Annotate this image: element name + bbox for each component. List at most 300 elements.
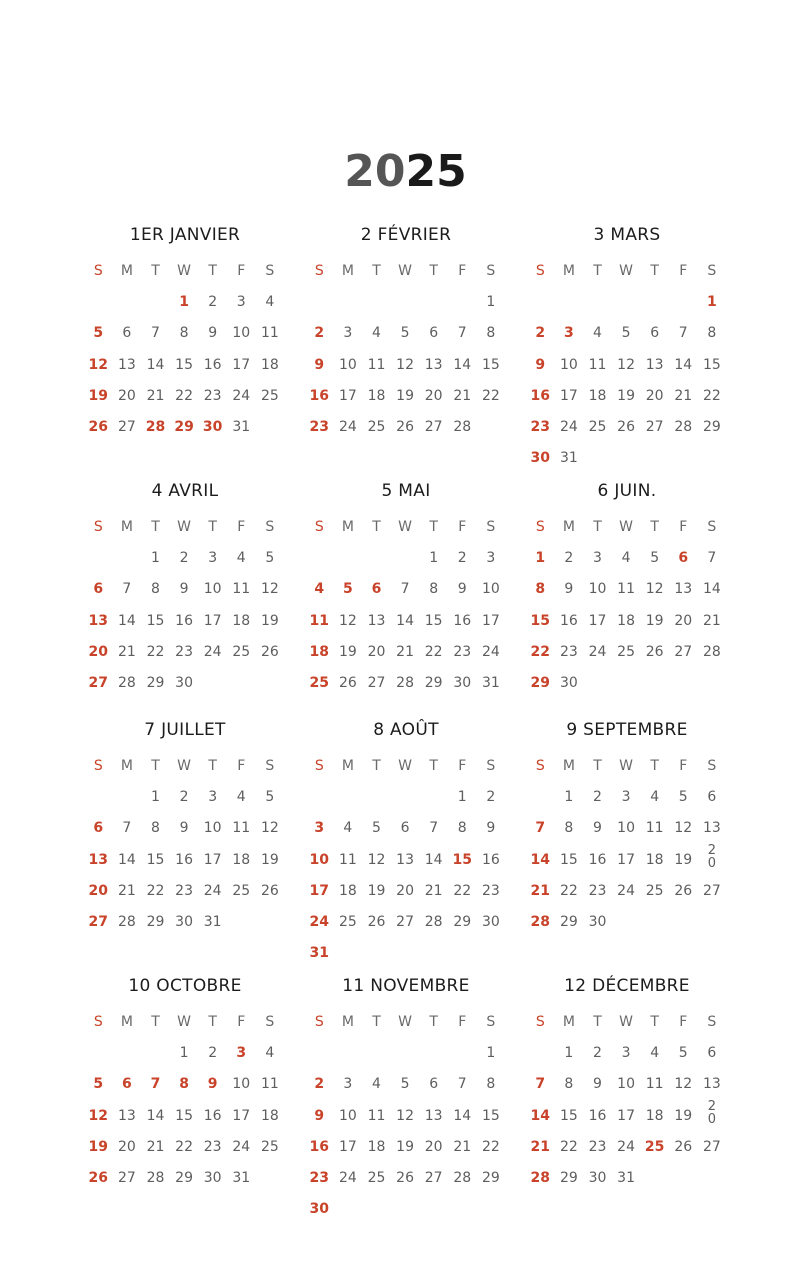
day-cell: 24 — [617, 882, 635, 899]
day-cell: 13 — [367, 612, 386, 629]
empty-cell — [477, 1198, 506, 1229]
day-cell: 29 — [481, 1170, 500, 1187]
day-cell: 11 — [367, 1107, 386, 1124]
weekday-label: F — [679, 519, 688, 535]
empty-cell — [334, 547, 363, 578]
day-cell: 5 — [343, 581, 353, 598]
day-cell: 18 — [338, 882, 357, 899]
day-cell: 17 — [617, 851, 635, 868]
weekday-label: S — [535, 758, 545, 774]
day-cell: 22 — [702, 387, 721, 404]
day-cell: 9 — [593, 820, 602, 837]
day-cell: 1 — [706, 294, 717, 310]
month-block — [303, 480, 509, 703]
weekday-label: T — [372, 1014, 381, 1030]
day-cell: 8 — [151, 820, 160, 837]
day-cell: 20 — [645, 387, 664, 404]
empty-cell — [362, 291, 391, 322]
day-cell: 3 — [593, 550, 602, 566]
weekday-label: T — [208, 263, 217, 279]
week-row — [305, 786, 509, 817]
day-cell: 17 — [338, 1138, 357, 1155]
weekday-label: F — [679, 1014, 688, 1030]
day-cell: 27 — [88, 675, 109, 692]
day-cell: 1 — [151, 550, 160, 566]
day-cell: 18 — [645, 1107, 664, 1124]
weekday-label: T — [208, 758, 217, 774]
day-cell: 19 — [674, 851, 693, 868]
day-cell: 30 — [202, 419, 223, 436]
day-cell: 22 — [530, 643, 551, 660]
day-cell: 26 — [88, 419, 109, 436]
day-cell: 16 — [588, 851, 607, 868]
weekday-header — [84, 755, 288, 777]
month-block — [303, 975, 509, 1230]
day-cell: 14 — [530, 851, 551, 868]
day-cell: 20 — [674, 612, 693, 629]
day-cell: 14 — [117, 851, 136, 868]
weekday-label: T — [650, 263, 659, 279]
month-block — [524, 719, 730, 942]
day-cell: 3 — [486, 550, 496, 566]
empty-cell — [256, 911, 285, 942]
weekday-label: S — [265, 1014, 275, 1030]
day-cell: 11 — [588, 356, 607, 373]
day-cell: 6 — [93, 820, 104, 837]
empty-cell — [612, 447, 641, 478]
day-cell: 3 — [208, 789, 218, 805]
day-cell: 25 — [644, 1138, 665, 1155]
empty-cell — [334, 291, 363, 322]
day-cell: 23 — [203, 1138, 222, 1155]
weekday-header — [526, 755, 730, 777]
weekday-label: S — [93, 1014, 103, 1030]
empty-cell — [448, 291, 477, 322]
day-cell: 2 — [208, 1045, 218, 1061]
weekday-label: S — [707, 263, 717, 279]
day-cell: 8 — [564, 820, 574, 837]
month-block — [82, 480, 288, 703]
day-cell: 13 — [424, 356, 443, 373]
weekday-label: S — [707, 519, 717, 535]
day-cell: 13 — [702, 1076, 721, 1093]
empty-cell — [113, 547, 142, 578]
day-cell: 29 — [175, 1170, 193, 1187]
day-cell: 3 — [314, 820, 325, 837]
day-cell: 23 — [588, 882, 607, 899]
day-cell: 12 — [396, 356, 414, 373]
week-row — [526, 842, 730, 880]
day-cell: 25 — [260, 1138, 279, 1155]
empty-cell — [391, 786, 420, 817]
month-block — [82, 975, 288, 1198]
day-cell: 29 — [424, 675, 443, 692]
weekday-label: T — [650, 758, 659, 774]
day-cell: 2 — [457, 550, 467, 566]
day-cell: 19 — [338, 643, 357, 660]
weekday-label: S — [535, 519, 545, 535]
day-cell: 7 — [122, 581, 132, 598]
day-cell: 15 — [175, 356, 193, 373]
day-cell: 4 — [372, 325, 381, 342]
day-cell: 8 — [564, 1076, 574, 1093]
day-cell: 27 — [88, 914, 109, 931]
day-cell: 14 — [146, 356, 165, 373]
weekday-label: M — [562, 758, 575, 774]
day-cell: 13 — [424, 1107, 443, 1124]
empty-cell — [391, 1042, 420, 1073]
day-cell: 3 — [564, 325, 574, 342]
day-cell: 30 — [559, 675, 578, 692]
empty-cell — [334, 1198, 363, 1229]
day-cell: 12 — [645, 581, 664, 598]
day-cell: 15 — [424, 612, 443, 629]
weekday-label: W — [398, 1014, 412, 1030]
day-cell: 30 — [530, 450, 551, 467]
weekday-label: W — [619, 758, 633, 774]
weekday-label: T — [429, 263, 438, 279]
day-cell: 8 — [151, 581, 160, 598]
weekday-label: S — [314, 263, 324, 279]
day-cell: 25 — [645, 882, 664, 899]
weekday-label: M — [562, 1014, 575, 1030]
day-cell: 21 — [453, 1138, 472, 1155]
week-row — [84, 880, 288, 911]
day-cell: 21 — [146, 387, 165, 404]
day-cell: 19 — [260, 851, 279, 868]
weekday-label: M — [120, 758, 133, 774]
day-cell: 4 — [236, 550, 246, 566]
empty-cell — [84, 1042, 113, 1073]
day-cell: 20 — [424, 1138, 443, 1155]
empty-cell — [391, 942, 420, 973]
day-cell: 17 — [588, 612, 607, 629]
day-cell: 27 — [396, 914, 414, 931]
day-cell: 11 — [367, 356, 386, 373]
day-cell: 15 — [481, 356, 500, 373]
day-cell: 7 — [678, 325, 688, 342]
day-cell: 20 — [367, 643, 386, 660]
weekday-label: S — [93, 758, 103, 774]
day-cell: 25 — [588, 419, 607, 436]
day-cell: 27 — [424, 419, 443, 436]
day-cell: 19 — [88, 387, 109, 404]
weekday-label: T — [650, 519, 659, 535]
day-cell: 20 — [88, 643, 109, 660]
day-cell: 7 — [400, 581, 410, 598]
week-row — [84, 578, 288, 609]
day-cell: 2 — [314, 1076, 325, 1093]
day-cell: 12 — [260, 581, 279, 598]
weekday-label: T — [429, 1014, 438, 1030]
day-cell: 27 — [117, 1170, 136, 1187]
day-cell: 26 — [88, 1170, 109, 1187]
weekday-header — [305, 1011, 509, 1033]
day-cell: 8 — [486, 1076, 496, 1093]
day-cell: 21 — [702, 612, 721, 629]
day-cell: 14 — [674, 356, 693, 373]
empty-cell — [362, 786, 391, 817]
week-row — [305, 849, 509, 880]
weekday-label: T — [429, 519, 438, 535]
month-block — [303, 719, 509, 974]
week-row — [305, 1136, 509, 1167]
month-title: 9 SEPTEMBRE — [566, 720, 688, 740]
day-cell: 25 — [309, 675, 330, 692]
day-cell: 22 — [481, 387, 500, 404]
empty-cell — [419, 1198, 448, 1229]
day-cell: 30 — [175, 675, 193, 692]
day-cell: 13 — [117, 356, 136, 373]
month-title: 11 NOVEMBRE — [342, 976, 470, 996]
day-cell: 8 — [707, 325, 717, 342]
day-cell: 9 — [486, 820, 496, 837]
day-cell: 17 — [232, 1107, 251, 1124]
empty-cell — [419, 786, 448, 817]
day-cell: 26 — [674, 1138, 693, 1155]
week-row — [84, 911, 288, 942]
day-cell: 30 — [175, 914, 193, 931]
weekday-header — [526, 1011, 730, 1033]
empty-cell — [305, 786, 334, 817]
week-row — [84, 1073, 288, 1104]
day-cell: 25 — [232, 643, 251, 660]
day-cell: 10 — [203, 581, 222, 598]
day-cell: 14 — [702, 581, 721, 598]
week-row — [305, 942, 509, 973]
weekday-label: W — [619, 263, 633, 279]
week-row — [84, 849, 288, 880]
weekday-header — [305, 516, 509, 538]
day-cell: 5 — [93, 325, 104, 342]
day-cell: 29 — [530, 675, 551, 692]
weekday-label: T — [151, 519, 160, 535]
day-cell: 15 — [481, 1107, 500, 1124]
day-cell: 28 — [453, 1170, 472, 1187]
week-row — [305, 322, 509, 353]
day-cell: 23 — [559, 643, 578, 660]
day-cell: 15 — [702, 356, 721, 373]
empty-cell — [256, 1167, 285, 1198]
day-cell: 23 — [588, 1138, 607, 1155]
month-title: 5 MAI — [381, 481, 431, 501]
day-cell: 22 — [175, 387, 193, 404]
week-row — [526, 447, 730, 478]
day-cell: 18 — [367, 387, 386, 404]
day-cell: 11 — [338, 851, 357, 868]
day-cell: 22 — [559, 1138, 578, 1155]
day-cell: 24 — [338, 1170, 357, 1187]
day-cell: 6 — [400, 820, 410, 837]
day-cell: 28 — [702, 643, 721, 660]
weekday-label: T — [429, 758, 438, 774]
day-cell: 7 — [457, 1076, 467, 1093]
day-cell: 5 — [621, 325, 631, 342]
weekday-label: M — [341, 758, 354, 774]
year-part-1: 20 — [344, 146, 406, 197]
day-cell: 9 — [207, 1076, 218, 1093]
week-row — [84, 416, 288, 447]
day-cell: 3 — [236, 1045, 247, 1061]
day-cell: 6 — [371, 581, 382, 598]
day-cell: 23 — [453, 643, 472, 660]
day-cell: 3 — [236, 294, 246, 310]
empty-cell — [669, 911, 698, 942]
day-cell: 24 — [559, 419, 578, 436]
day-cell: 22 — [424, 643, 443, 660]
day-cell: 15 — [559, 851, 578, 868]
week-row — [526, 291, 730, 322]
day-cell: 28 — [530, 1170, 551, 1187]
weekday-header — [84, 1011, 288, 1033]
day-cell: 26 — [367, 914, 386, 931]
day-cell: 20 — [424, 387, 443, 404]
week-row — [526, 1098, 730, 1136]
day-cell: 15 — [530, 612, 551, 629]
week-row — [84, 786, 288, 817]
day-cell: 12 — [617, 356, 635, 373]
day-cell: 14 — [453, 1107, 472, 1124]
day-cell: 17 — [559, 387, 578, 404]
day-cell: 24 — [232, 387, 251, 404]
day-cell: 14 — [146, 1107, 165, 1124]
day-cell: 1 — [179, 1045, 189, 1061]
empty-cell — [669, 291, 698, 322]
week-row — [526, 322, 730, 353]
day-cell: 18 — [260, 356, 279, 373]
day-cell: 8 — [429, 581, 439, 598]
empty-cell — [141, 291, 170, 322]
day-cell: 25 — [260, 387, 279, 404]
empty-cell — [698, 911, 727, 942]
day-cell: 5 — [372, 820, 381, 837]
empty-cell — [526, 786, 555, 817]
day-cell: 10 — [203, 820, 222, 837]
day-cell: 11 — [232, 581, 251, 598]
day-cell: 23 — [530, 419, 551, 436]
weekday-header — [305, 755, 509, 777]
day-cell: 2 — [179, 550, 189, 566]
day-cell: 22 — [146, 643, 165, 660]
weekday-label: S — [93, 263, 103, 279]
day-cell: 5 — [265, 550, 275, 566]
week-row — [305, 1073, 509, 1104]
day-cell: 15 — [559, 1107, 578, 1124]
day-cell: 9 — [314, 356, 325, 373]
day-cell: 21 — [117, 643, 136, 660]
day-cell: 24 — [309, 914, 330, 931]
day-cell: 3 — [621, 1045, 631, 1061]
day-cell: 5 — [93, 1076, 104, 1093]
day-cell: 29 — [146, 914, 165, 931]
weekday-label: T — [372, 263, 381, 279]
day-cell: 15 — [452, 851, 472, 868]
day-cell: 6 — [93, 581, 104, 598]
day-cell: 16 — [203, 1107, 222, 1124]
day-cell: 13 — [702, 820, 721, 837]
day-cell: 4 — [650, 789, 660, 805]
day-cell: 5 — [650, 550, 660, 566]
week-row — [305, 880, 509, 911]
day-cell: 9 — [593, 1076, 602, 1093]
empty-cell — [362, 547, 391, 578]
day-cell: 15 — [175, 1107, 193, 1124]
day-cell: 27 — [702, 1138, 721, 1155]
day-cell: 10 — [338, 356, 357, 373]
day-cell: 6 — [707, 789, 717, 805]
day-cell: 2 — [486, 789, 496, 805]
day-cell: 17 — [481, 612, 500, 629]
empty-cell — [612, 291, 641, 322]
weekday-label: S — [707, 1014, 717, 1030]
day-cell: 7 — [707, 550, 717, 566]
day-cell: 6 — [650, 325, 660, 342]
day-cell: 16 — [530, 387, 551, 404]
month-title: 10 OCTOBRE — [128, 976, 242, 996]
day-cell: 22 — [146, 882, 165, 899]
day-cell: 28 — [145, 419, 166, 436]
day-cell: 9 — [564, 581, 574, 598]
week-row — [305, 672, 509, 703]
empty-cell — [583, 447, 612, 478]
day-cell: 23 — [175, 882, 193, 899]
day-cell: 17 — [309, 882, 330, 899]
week-row — [84, 1167, 288, 1198]
day-cell: 2 — [593, 1045, 602, 1061]
month-title: 12 DÉCEMBRE — [564, 976, 690, 996]
day-cell: 25 — [232, 882, 251, 899]
week-row — [305, 911, 509, 942]
empty-cell — [227, 672, 256, 703]
day-cell: 9 — [208, 325, 218, 342]
weekday-header — [526, 516, 730, 538]
weekday-label: T — [208, 1014, 217, 1030]
day-cell: 8 — [179, 1076, 189, 1093]
day-cell: 21 — [674, 387, 693, 404]
empty-cell — [227, 911, 256, 942]
day-cell: 20 — [117, 1138, 136, 1155]
weekday-header — [84, 516, 288, 538]
weekday-label: F — [237, 758, 246, 774]
day-cell: 3 — [208, 550, 218, 566]
empty-cell — [555, 291, 584, 322]
day-cell: 3 — [343, 1076, 353, 1093]
day-cell: 14 — [117, 612, 136, 629]
day-cell: 20 — [396, 882, 414, 899]
week-row — [526, 1136, 730, 1167]
day-cell: 12 — [674, 820, 693, 837]
day-cell: 12 — [260, 820, 279, 837]
day-cell: 16 — [453, 612, 472, 629]
week-row — [526, 672, 730, 703]
week-row — [526, 911, 730, 942]
weekday-label: T — [208, 519, 217, 535]
week-row — [305, 385, 509, 416]
day-cell: 12 — [396, 1107, 414, 1124]
weekday-label: M — [341, 519, 354, 535]
day-cell: 30 — [588, 1170, 607, 1187]
day-cell: 4 — [343, 820, 353, 837]
day-cell: 24 — [588, 643, 607, 660]
day-cell: 28 — [530, 914, 551, 931]
day-cell: 16 — [175, 851, 193, 868]
day-cell: 13 — [88, 612, 109, 629]
week-row — [84, 1105, 288, 1136]
day-cell: 17 — [203, 851, 222, 868]
year-part-2: 25 — [405, 146, 467, 197]
day-cell: 2 — [314, 325, 325, 342]
month-block — [303, 224, 509, 447]
